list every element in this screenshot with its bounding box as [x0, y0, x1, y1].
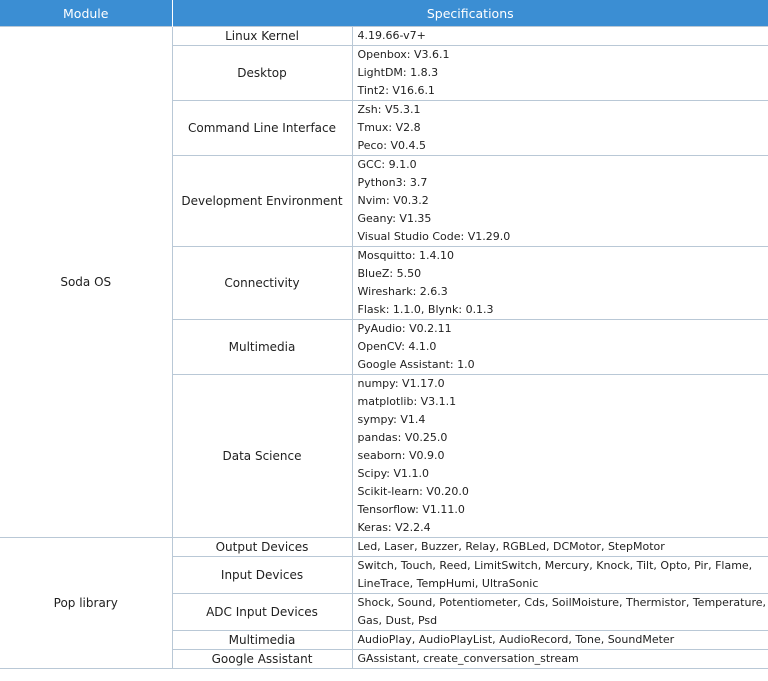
component-cell: Desktop — [172, 46, 352, 101]
spec-line: GAssistant, create_conversation_stream — [357, 652, 579, 665]
specifications-cell — [352, 650, 768, 669]
spec-line: LineTrace, TempHumi, UltraSonic — [357, 577, 539, 590]
spec-line: AudioPlay, AudioPlayList, AudioRecord, Tone, SoundMeter — [357, 633, 675, 646]
component-cell: Data Science — [172, 375, 352, 538]
spec-line: Geany: V1.35 — [357, 212, 432, 225]
specifications-cell — [352, 101, 768, 156]
header-row — [0, 0, 768, 27]
component-cell: Google Assistant — [172, 650, 352, 669]
spec-line: 4.19.66-v7+ — [357, 29, 426, 42]
specifications-cell — [352, 46, 768, 101]
spec-line: numpy: V1.17.0 — [357, 377, 445, 390]
spec-line: Visual Studio Code: V1.29.0 — [357, 230, 511, 243]
spec-line: Mosquitto: 1.4.10 — [357, 249, 455, 262]
spec-line: Python3: 3.7 — [357, 176, 428, 189]
module-name-cell: Soda OS — [0, 27, 172, 538]
component-cell: Linux Kernel — [172, 27, 352, 46]
table-row — [0, 538, 768, 557]
spec-line: Nvim: V0.3.2 — [357, 194, 429, 207]
specifications-cell — [352, 594, 768, 631]
specifications-cell — [352, 156, 768, 247]
component-cell: Command Line Interface — [172, 101, 352, 156]
module-name-cell: Pop library — [0, 538, 172, 669]
component-cell: Multimedia — [172, 320, 352, 375]
table-body — [0, 27, 768, 669]
table-row — [0, 27, 768, 46]
spec-line: Wireshark: 2.6.3 — [357, 285, 448, 298]
spec-line: Tint2: V16.6.1 — [357, 84, 435, 97]
spec-line: Tmux: V2.8 — [357, 121, 421, 134]
spec-line: Led, Laser, Buzzer, Relay, RGBLed, DCMotor, StepMotor — [357, 540, 665, 553]
spec-line: Zsh: V5.3.1 — [357, 103, 421, 116]
specifications-cell — [352, 320, 768, 375]
spec-line: Scikit-learn: V0.20.0 — [357, 485, 469, 498]
spec-line: Tensorflow: V1.11.0 — [357, 503, 465, 516]
spec-line: Openbox: V3.6.1 — [357, 48, 450, 61]
spec-line: GCC: 9.1.0 — [357, 158, 417, 171]
specifications-cell — [352, 27, 768, 46]
spec-line: Shock, Sound, Potentiometer, Cds, SoilMoisture, Thermistor, Temperature, — [357, 596, 766, 609]
spec-line: Gas, Dust, Psd — [357, 614, 438, 627]
module-header: Module — [0, 0, 172, 27]
component-cell: ADC Input Devices — [172, 594, 352, 631]
spec-line: seaborn: V0.9.0 — [357, 449, 445, 462]
specifications-cell — [352, 375, 768, 538]
spec-line: Peco: V0.4.5 — [357, 139, 427, 152]
specifications-cell — [352, 247, 768, 320]
spec-line: Switch, Touch, Reed, LimitSwitch, Mercury, Knock, Tilt, Opto, Pir, Flame, — [357, 559, 753, 572]
spec-line: Flask: 1.1.0, Blynk: 0.1.3 — [357, 303, 494, 316]
spec-line: Google Assistant: 1.0 — [357, 358, 475, 371]
spec-line: Keras: V2.2.4 — [357, 521, 431, 534]
component-cell: Input Devices — [172, 557, 352, 594]
specifications-header: Specifications — [172, 0, 768, 27]
spec-line: PyAudio: V0.2.11 — [357, 322, 452, 335]
component-cell: Output Devices — [172, 538, 352, 557]
component-cell: Development Environment — [172, 156, 352, 247]
spec-line: OpenCV: 4.1.0 — [357, 340, 437, 353]
specifications-cell — [352, 538, 768, 557]
spec-line: LightDM: 1.8.3 — [357, 66, 439, 79]
spec-line: BlueZ: 5.50 — [357, 267, 422, 280]
component-cell: Connectivity — [172, 247, 352, 320]
spec-line: Scipy: V1.1.0 — [357, 467, 429, 480]
specifications-cell — [352, 557, 768, 594]
spec-line: matplotlib: V3.1.1 — [357, 395, 457, 408]
specifications-cell — [352, 631, 768, 650]
spec-line: pandas: V0.25.0 — [357, 431, 448, 444]
component-cell: Multimedia — [172, 631, 352, 650]
spec-line: sympy: V1.4 — [357, 413, 426, 426]
